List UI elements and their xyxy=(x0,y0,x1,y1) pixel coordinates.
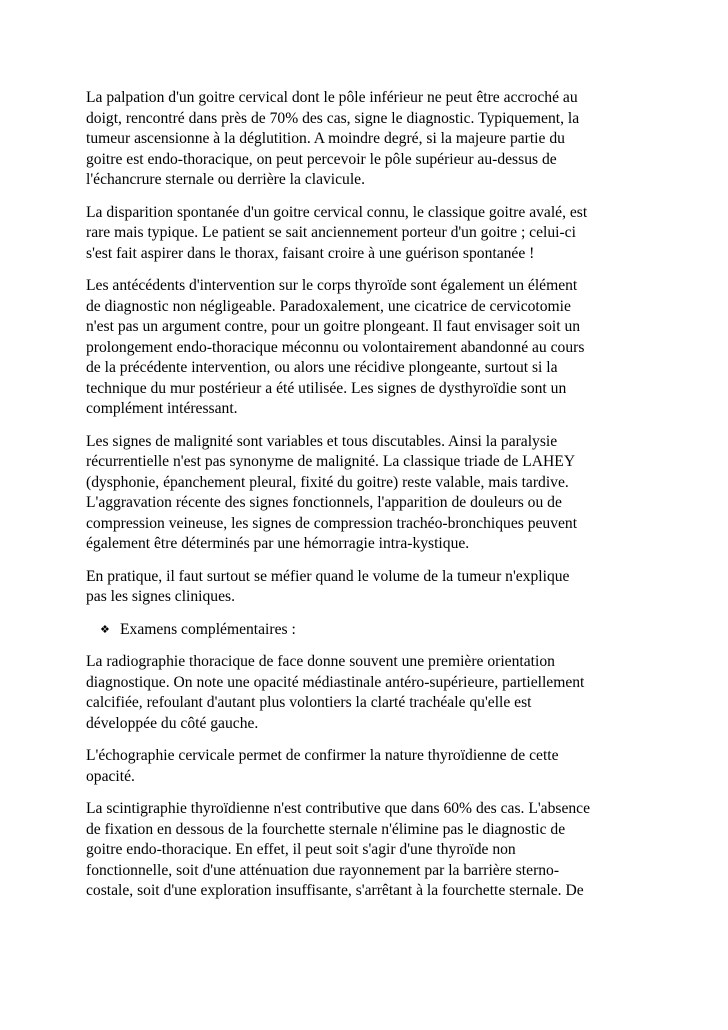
text-line: L'échographie cervicale permet de confirmer la nature thyroïdienne de cette xyxy=(86,747,559,764)
text-line: L'aggravation récente des signes fonctionnels, l'apparition de douleurs ou de xyxy=(86,494,562,511)
paragraph xyxy=(86,88,646,191)
text-line: également être déterminés par une hémorragie intra-kystique. xyxy=(86,535,470,552)
text-line: (dysphonie, épanchement pleural, fixité du goitre) reste valable, mais tardive. xyxy=(86,473,569,491)
text-line: goitre est endo-thoracique, on peut percevoir le pôle supérieur au-dessus de xyxy=(86,150,557,168)
text-line: n'est pas un argument contre, pour un goitre plongeant. Il faut envisager soit un xyxy=(86,318,581,335)
text-line: Les antécédents d'intervention sur le corps thyroïde sont également un élément xyxy=(86,277,578,294)
paragraph xyxy=(86,567,646,608)
text-line: En pratique, il faut surtout se méfier quand le volume de la tumeur n'explique xyxy=(86,567,570,585)
text-line: pas les signes cliniques. xyxy=(86,588,235,605)
text-line: La scintigraphie thyroïdienne n'est contributive que dans 60% des cas. L'absence xyxy=(86,800,591,817)
text-line: fonctionnelle, soit d'une atténuation due rayonnement par la barrière sterno- xyxy=(86,861,560,879)
text-line: technique du mur postérieur a été utilisée. Les signes de dysthyroïdie sont un xyxy=(86,379,567,397)
paragraph xyxy=(86,276,646,420)
text-line: prolongement endo-thoracique méconnu ou volontairement abandonné au cours xyxy=(86,338,585,356)
text-line: opacité. xyxy=(86,767,135,785)
text-line: compression veineuse, les signes de compression trachéo-bronchiques peuvent xyxy=(86,514,578,532)
paragraphs-before xyxy=(86,88,646,608)
text-line: complément intéressant. xyxy=(86,400,238,417)
text-line: de diagnostic non négligeable. Paradoxalement, une cicatrice de cervicotomie xyxy=(86,297,571,315)
diamond-bullet-icon: ❖ xyxy=(100,623,110,636)
paragraph xyxy=(86,746,646,787)
paragraph xyxy=(86,799,646,902)
text-line: calcifiée, refoulant d'autant plus volontiers la clarté trachéale qu'elle est xyxy=(86,694,532,711)
text-line: l'échancrure sternale ou derrière la clavicule. xyxy=(86,171,365,188)
text-line: La radiographie thoracique de face donne souvent une première orientation xyxy=(86,653,555,670)
text-line: doigt, rencontré dans près de 70% des cas, signe le diagnostic. Typiquement, la xyxy=(86,109,580,127)
text-line: développée du côté gauche. xyxy=(86,714,259,732)
text-line: tumeur ascensionne à la déglutition. A moindre degré, si la majeure partie du xyxy=(86,130,565,147)
text-line: Les signes de malignité sont variables et tous discutables. Ainsi la paralysie xyxy=(86,432,558,450)
text-line: de fixation en dessous de la fourchette sternale n'élimine pas le diagnostic de xyxy=(86,820,566,838)
paragraph xyxy=(86,652,646,734)
text-line: récurrentielle n'est pas synonyme de malignité. La classique triade de LAHEY xyxy=(86,453,576,470)
paragraph xyxy=(86,432,646,555)
text-line: La palpation d'un goitre cervical dont le pôle inférieur ne peut être accroché au xyxy=(86,89,578,106)
text-line: goitre endo-thoracique. En effet, il peut soit s'agir d'une thyroïde non xyxy=(86,841,516,858)
section-bullet xyxy=(86,620,646,641)
section-heading: Examens complémentaires : xyxy=(120,620,296,638)
paragraphs-after xyxy=(86,652,646,902)
text-line: diagnostique. On note une opacité médiastinale antéro-supérieure, partiellement xyxy=(86,673,585,691)
text-line: de la précédente intervention, ou alors une récidive plongeante, surtout si la xyxy=(86,359,558,376)
text-line: s'est fait aspirer dans le thorax, faisant croire à une guérison spontanée ! xyxy=(86,244,535,262)
document-page xyxy=(86,88,646,914)
text-line: costale, soit d'une exploration insuffisante, s'arrêtant à la fourchette sternale. De xyxy=(86,882,584,899)
paragraph xyxy=(86,203,646,265)
text-line: rare mais typique. Le patient se sait anciennement porteur d'un goitre ; celui-ci xyxy=(86,224,576,241)
text-line: La disparition spontanée d'un goitre cervical connu, le classique goitre avalé, est xyxy=(86,203,588,221)
